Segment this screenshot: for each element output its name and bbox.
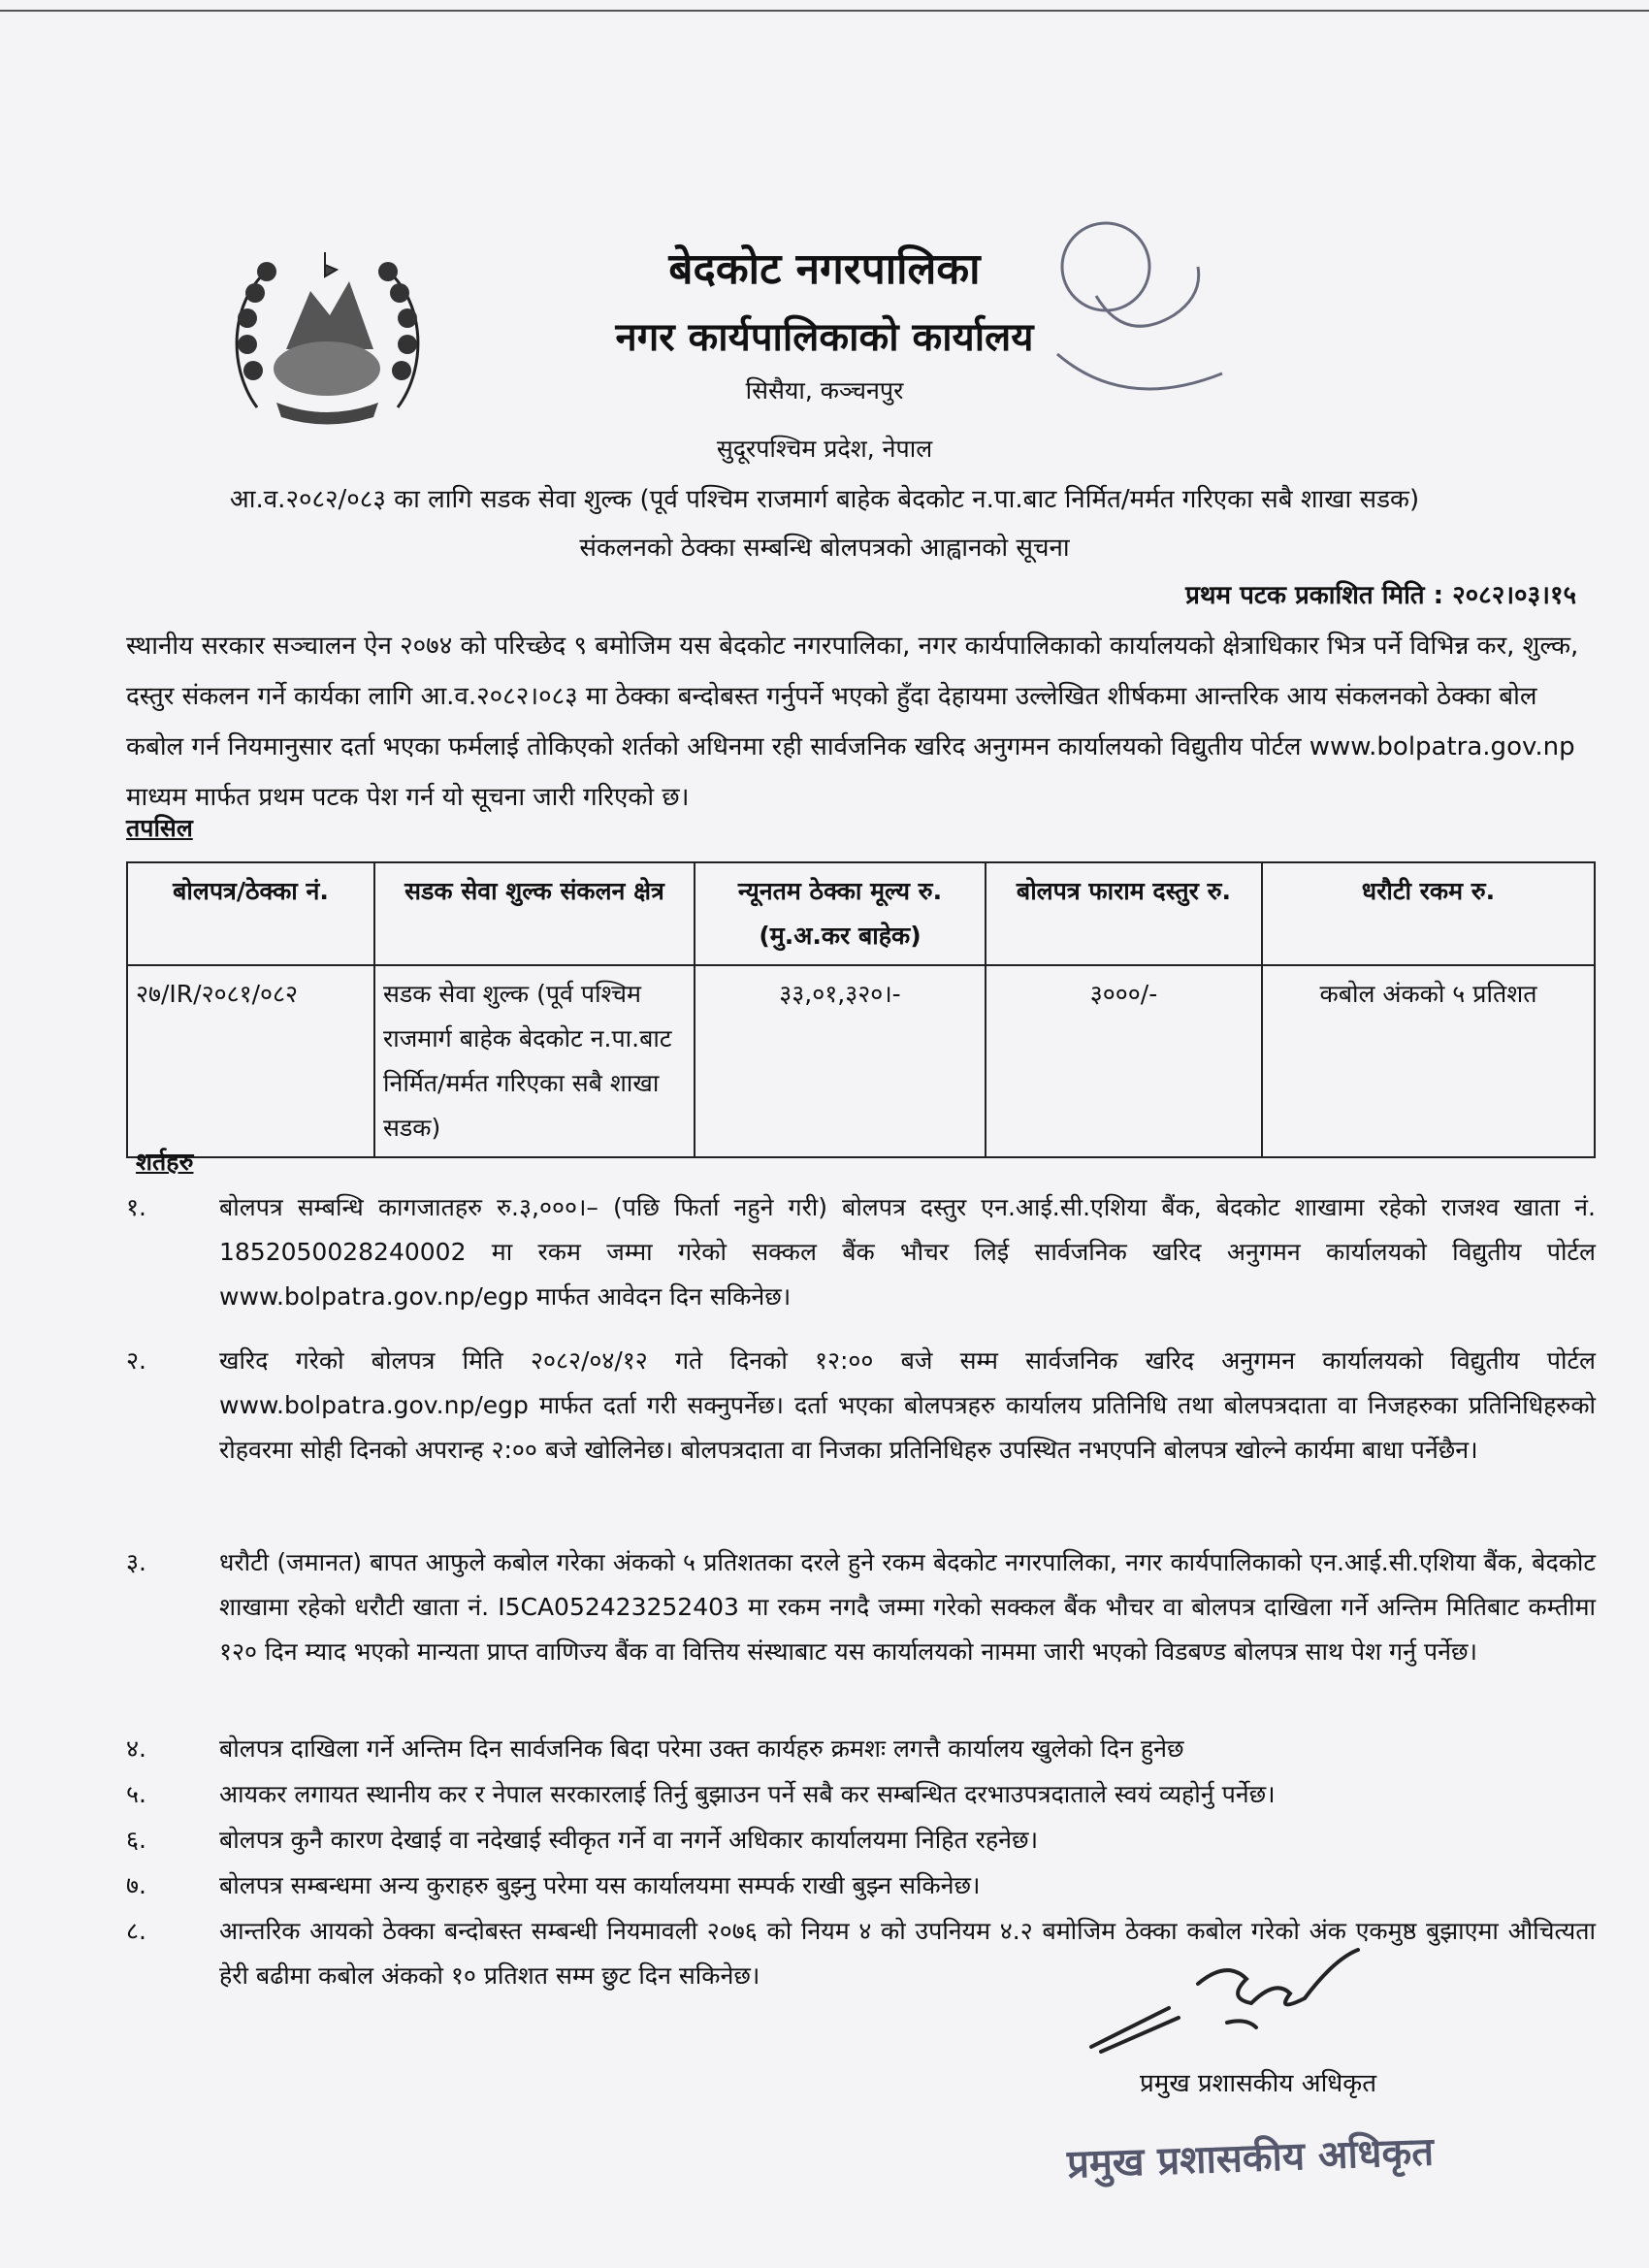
condition-text: बोलपत्र कुनै कारण देखाई वा नदेखाई स्वीकृत गर्ने वा नगर्ने अधिकार कार्यालयमा निहित रहनेछ।: [219, 1826, 1039, 1854]
table-row: [127, 965, 1595, 1157]
municipality-name: बेदकोट नगरपालिका: [668, 244, 981, 294]
conditions-heading: शर्तहरु: [136, 1148, 194, 1176]
signatory-title: प्रमुख प्रशासकीय अधिकृत: [1140, 2069, 1377, 2098]
condition-text: आयकर लगायत स्थानीय कर र नेपाल सरकारलाई तिर्नु बुझाउन पर्ने सबै कर सम्बन्धित दरभाउपत्रदाताले स्वयं व्यहोर्नु पर्नेछ।: [219, 1780, 1276, 1808]
official-stamp: प्रमुख प्रशासकीय अधिकृत: [1066, 2129, 1435, 2187]
form-fee-cell: ३०००/-: [986, 965, 1262, 1157]
notice-title-line1: आ.व.२०८२/०८३ का लागि सडक सेवा शुल्क (पूर्व पश्चिम राजमार्ग बाहेक बेदकोट न.पा.बाट निर्मित/मर्मत गरिएका सबै शाखा सडक): [229, 485, 1420, 514]
condition-text: बोलपत्र सम्बन्धमा अन्य कुराहरु बुझ्नु परेमा यस कार्यालयमा सम्पर्क राखी बुझ्न सकिनेछ।: [219, 1871, 981, 1899]
table-header-cell: सडक सेवा शुल्क संकलन क्षेत्र: [374, 862, 695, 965]
table-heading: तपसिल: [126, 814, 193, 842]
condition-number: २.: [126, 1346, 146, 1375]
publish-date: प्रथम पटक प्रकाशित मिति : २०८२।०३।१५: [1185, 581, 1576, 610]
office-province: सुदूरपश्चिम प्रदेश, नेपाल: [716, 435, 933, 463]
condition-text: बोलपत्र दाखिला गर्ने अन्तिम दिन सार्वजनिक बिदा परेमा उक्त कार्यहरु क्रमशः लगत्तै कार्यालय खुलेको दिन हुनेछ: [219, 1734, 1184, 1763]
table-header-row: [127, 862, 1595, 965]
condition-number: ५.: [126, 1780, 146, 1808]
intro-paragraph: स्थानीय सरकार सञ्चालन ऐन २०७४ को परिच्छेद ९ बमोजिम यस बेदकोट नगरपालिका, नगर कार्यपालिकाको कार्यालयको क्षेत्राधिकार भित्र पर्ने विभिन्न कर, शुल्क, दस्तुर संकलन गर्ने कार्यका लागि आ.व.२०८२।०८३ मा ठेक्का बन्दोबस्त गर्नुपर्ने भएको हुँदा देहायमा उल्लेखित शीर्षकमा आन्तरिक आय संकलनको ठेक्का बोल कबोल गर्न नियमानुसार दर्ता भएका फर्मलाई तोकिएको शर्तको अधिनमा रही सार्वजनिक खरिद अनुगमन कार्यालयको विद्युतीय पोर्टल www.bolpatra.gov.np माध्यम मार्फत प्रथम पटक पेश गर्न यो सूचना जारी गरिएको छ।: [126, 632, 1579, 812]
table-header-cell: बोलपत्र फाराम दस्तुर रु.: [986, 862, 1262, 965]
tender-number-cell: २७/IR/२०८१/०८२: [127, 965, 374, 1157]
condition-text: धरौटी (जमानत) बापत आफुले कबोल गरेका अंकको ५ प्रतिशतका दरले हुने रकम बेदकोट नगरपालिका, नगर कार्यपालिकाको एन.आई.सी.एशिया बैंक, बेदकोट शाखामा रहेको धरौटी खाता नं. I5CA052423252403 मा रकम नगदै जम्मा गरेको सक्कल बैंक भौचर वा बोलपत्र दाखिला गर्ने अन्तिम मितिबाट कम्तीमा १२० दिन म्याद भएको मान्यता प्राप्त वाणिज्य बैंक वा वित्तिय संस्थाबाट यस कार्यालयको नाममा जारी भएको विडबण्ड बोलपत्र साथ पेश गर्नु पर्नेछ।: [219, 1548, 1596, 1666]
condition-item: [126, 1818, 1596, 1863]
condition-number: ७.: [126, 1871, 146, 1899]
page-top-border: [0, 10, 1649, 12]
signature-icon: [1082, 1940, 1373, 2057]
condition-text: आन्तरिक आयको ठेक्का बन्दोबस्त सम्बन्धी नियमावली २०७६ को नियम ४ को उपनियम ४.२ बमोजिम ठेक्का कबोल गरेको अंक एकमुष्ठ बुझाएमा औचित्यता हेरी बढीमा कबोल अंकको १० प्रतिशत सम्म छुट दिन सकिनेछ।: [219, 1917, 1596, 1990]
condition-item: [126, 1727, 1596, 1771]
table-header-cell: धरौटी रकम रु.: [1262, 862, 1595, 965]
office-name: नगर कार्यपालिकाको कार्यालय: [615, 315, 1034, 360]
collection-area-cell: सडक सेवा शुल्क (पूर्व पश्चिम राजमार्ग बाहेक बेदकोट न.पा.बाट निर्मित/मर्मत गरिएका सबै शाखा सडक): [374, 965, 695, 1157]
condition-text: बोलपत्र सम्बन्धि कागजातहरु रु.३,०००।– (पछि फिर्ता नहुने गरी) बोलपत्र दस्तुर एन.आई.सी.एशिया बैंक, बेदकोट शाखामा रहेको राजश्व खाता नं. 1852050028240002 मा रकम जम्मा गरेको सक्कल बैंक भौचर लिई सार्वजनिक खरिद अनुगमन कार्यालयको विद्युतीय पोर्टल www.bolpatra.gov.np/egp मार्फत आवेदन दिन सकिनेछ।: [219, 1193, 1596, 1311]
condition-number: ४.: [126, 1734, 146, 1763]
condition-item: [126, 1540, 1596, 1674]
deposit-amount-cell: कबोल अंकको ५ प्रतिशत: [1262, 965, 1595, 1157]
condition-number: ६.: [126, 1826, 146, 1854]
condition-item: [126, 1863, 1596, 1908]
condition-number: ८.: [126, 1917, 146, 1945]
office-address: सिसैया, कञ्चनपुर: [745, 376, 904, 405]
condition-item: [126, 1909, 1596, 1998]
tender-table: [126, 861, 1596, 1158]
table-header-cell: बोलपत्र/ठेक्का नं.: [127, 862, 374, 965]
condition-number: ३.: [126, 1548, 146, 1576]
condition-item: [126, 1339, 1596, 1473]
condition-text: खरिद गरेको बोलपत्र मिति २०८२/०४/१२ गते दिनको १२:०० बजे सम्म सार्वजनिक खरिद अनुगमन कार्यालयको विद्युतीय पोर्टल www.bolpatra.gov.np/egp मार्फत दर्ता गरी सक्नुपर्नेछ। दर्ता भएका बोलपत्रहरु कार्यालय प्रतिनिधि तथा बोलपत्रदाता वा निजहरुका प्रतिनिधिहरुको रोहवरमा सोही दिनको अपरान्ह २:०० बजे खोलिनेछ। बोलपत्रदाता वा निजका प्रतिनिधिहरु उपस्थित नभएपनि बोलपत्र खोल्ने कार्यमा बाधा पर्नेछैन।: [219, 1346, 1596, 1464]
table-header-cell: न्यूनतम ठेक्का मूल्य रु.(मु.अ.कर बाहेक): [695, 862, 986, 965]
condition-item: [126, 1185, 1596, 1319]
condition-number: १.: [126, 1193, 146, 1221]
minimum-value-cell: ३३,०१,३२०।-: [695, 965, 986, 1157]
condition-item: [126, 1772, 1596, 1817]
notice-title-line2: संकलनको ठेक्का सम्बन्धि बोलपत्रको आह्वानको सूचना: [579, 534, 1070, 563]
